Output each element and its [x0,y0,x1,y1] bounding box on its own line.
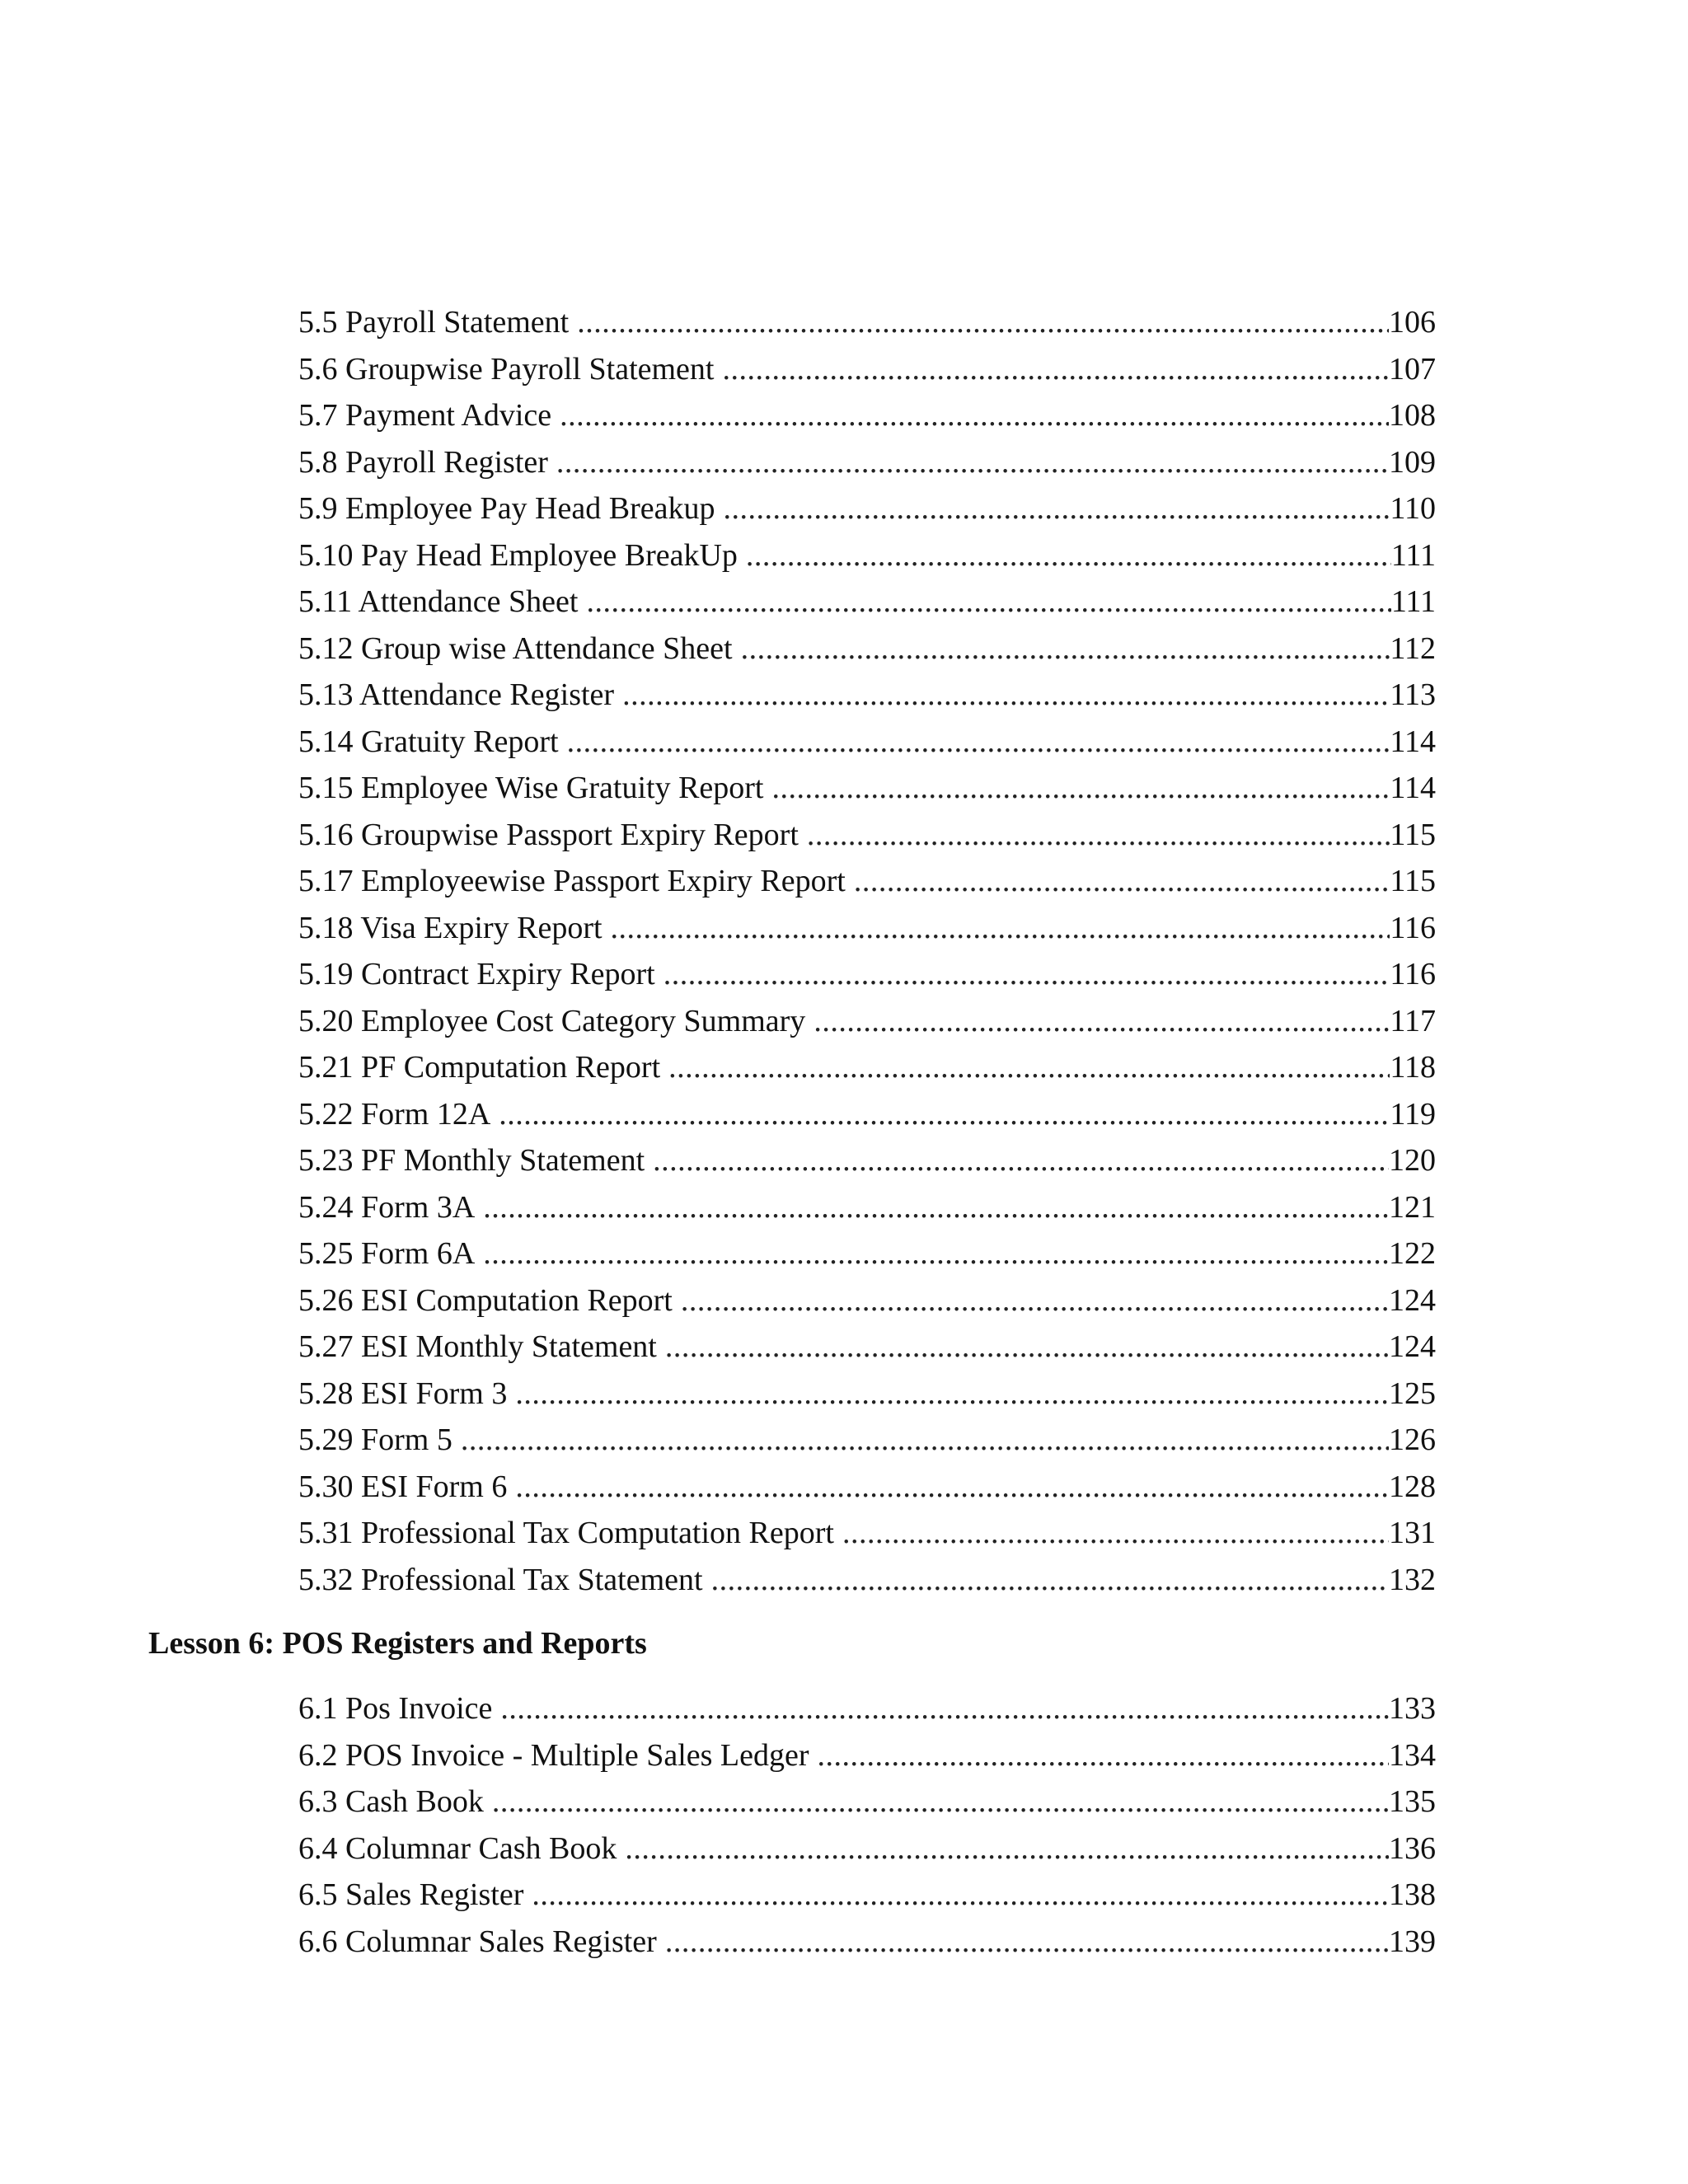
toc-entry-label: 5.12 Group wise Attendance Sheet [298,630,733,666]
toc-entry-label: 5.22 Form 12A [298,1096,491,1132]
toc-entry-label: 6.3 Cash Book [298,1784,484,1820]
dot-leader [500,1685,1389,1732]
dot-leader [681,1277,1389,1324]
toc-entry-label: 5.16 Groupwise Passport Expiry Report [298,817,799,852]
toc-entry[interactable] [298,905,1436,952]
toc-entry[interactable] [298,1872,1436,1919]
toc-entry[interactable] [298,1417,1436,1464]
dot-leader [814,998,1390,1044]
toc-entry[interactable] [298,1557,1436,1604]
toc-entry[interactable] [298,1371,1436,1418]
toc-entry-page-number: 114 [1390,771,1436,806]
toc-entry[interactable] [298,1230,1436,1277]
toc-entry[interactable] [298,672,1436,719]
toc-entry-label: 5.26 ESI Computation Report [298,1282,673,1318]
toc-entry-label: 5.5 Payroll Statement [298,305,570,340]
toc-entry-label: 5.8 Payroll Register [298,444,548,480]
toc-entry-label: 5.18 Visa Expiry Report [298,910,603,945]
toc-entry[interactable] [298,392,1436,439]
toc-entry-page-number: 126 [1389,1422,1436,1458]
toc-entry-page-number: 116 [1390,910,1436,945]
dot-leader [577,299,1389,345]
toc-entry-page-number: 121 [1389,1189,1436,1225]
toc-entry[interactable] [298,1510,1436,1557]
toc-entry-label: 6.6 Columnar Sales Register [298,1924,657,1959]
toc-entry[interactable] [298,346,1436,393]
toc-entry-page-number: 124 [1389,1329,1436,1365]
dot-leader [625,1825,1389,1872]
toc-entry-label: 5.20 Employee Cost Category Summary [298,1003,806,1038]
toc-entry-page-number: 125 [1389,1376,1436,1411]
toc-entry-label: 5.30 ESI Form 6 [298,1469,508,1504]
dot-leader [741,626,1390,672]
toc-entry[interactable] [298,439,1436,486]
dot-leader [711,1557,1389,1603]
toc-entry-page-number: 134 [1389,1737,1436,1773]
toc-entry[interactable] [298,1184,1436,1231]
toc-entry-page-number: 115 [1390,864,1436,899]
toc-entry-label: 5.15 Employee Wise Gratuity Report [298,771,764,806]
toc-entry-label: 5.13 Attendance Register [298,677,615,713]
dot-leader [556,439,1389,485]
toc-entry-label: 5.7 Payment Advice [298,398,552,434]
toc-entry-page-number: 112 [1390,630,1436,666]
dot-leader [842,1510,1389,1556]
dot-leader [722,346,1389,392]
dot-leader [492,1779,1389,1825]
toc-entry-label: 5.21 PF Computation Report [298,1050,661,1085]
toc-entry-page-number: 128 [1389,1469,1436,1504]
dot-leader [818,1732,1389,1779]
toc-entry-page-number: 108 [1389,398,1436,434]
toc-entry-page-number: 139 [1389,1924,1436,1959]
dot-leader [499,1091,1390,1137]
toc-entry-page-number: 122 [1389,1236,1436,1272]
dot-leader [515,1371,1389,1417]
toc-entry-label: 5.11 Attendance Sheet [298,584,579,620]
toc-entry[interactable] [298,1137,1436,1184]
toc-entry-label: 5.28 ESI Form 3 [298,1376,508,1411]
toc-entry-page-number: 109 [1389,444,1436,480]
toc-entry-label: 5.14 Gratuity Report [298,724,559,759]
toc-entry-page-number: 113 [1390,677,1436,713]
dot-leader [807,812,1390,858]
toc-entry-label: 6.4 Columnar Cash Book [298,1830,617,1866]
toc-entry-label: 6.2 POS Invoice - Multiple Sales Ledger [298,1737,809,1773]
toc-entry-label: 5.17 Employeewise Passport Expiry Report [298,864,846,899]
toc-entry-label: 5.24 Form 3A [298,1189,476,1225]
toc-entry-page-number: 114 [1390,724,1436,759]
toc-entry[interactable] [298,1324,1436,1371]
toc-entry-page-number: 106 [1389,305,1436,340]
dot-leader [665,1324,1389,1370]
toc-entry-page-number: 120 [1389,1143,1436,1179]
toc-entry[interactable] [298,998,1436,1045]
dot-leader [515,1464,1389,1510]
toc-entry-label: 5.29 Form 5 [298,1422,452,1458]
toc-entry[interactable] [298,485,1436,532]
dot-leader [560,392,1389,438]
toc-entry-label: 5.27 ESI Monthly Statement [298,1329,657,1365]
toc-entry[interactable] [298,299,1436,346]
dot-leader [622,672,1390,718]
toc-entry-page-number: 124 [1389,1282,1436,1318]
toc-entry[interactable] [298,1464,1436,1511]
toc-entry-page-number: 119 [1390,1096,1436,1132]
toc-entry[interactable] [298,579,1436,626]
dot-leader [668,1044,1390,1090]
toc-entry-page-number: 133 [1389,1691,1436,1727]
lesson-6-heading: Lesson 6: POS Registers and Reports [148,1626,647,1661]
toc-entry-page-number: 111 [1390,584,1436,620]
toc-entry[interactable] [298,1277,1436,1324]
dot-leader [746,532,1391,579]
dot-leader [483,1184,1389,1230]
toc-entry-page-number: 131 [1389,1516,1436,1551]
toc-entry[interactable] [298,765,1436,812]
toc-entry-label: 6.5 Sales Register [298,1877,524,1913]
toc-entry-page-number: 107 [1389,351,1436,387]
toc-entry-label: 5.31 Professional Tax Computation Report [298,1516,834,1551]
toc-entry-label: 5.23 PF Monthly Statement [298,1143,645,1179]
toc-entry-label: 5.10 Pay Head Employee BreakUp [298,537,738,573]
toc-entry[interactable] [298,532,1436,579]
toc-lesson-6-list [298,1685,1436,1965]
toc-entry-label: 5.6 Groupwise Payroll Statement [298,351,715,387]
toc-entry[interactable] [298,1685,1436,1732]
toc-entry-label: 6.1 Pos Invoice [298,1691,493,1727]
toc-entry-label: 5.32 Professional Tax Statement [298,1562,703,1597]
toc-entry-page-number: 111 [1390,537,1436,573]
dot-leader [461,1417,1389,1463]
toc-entry-label: 5.19 Contract Expiry Report [298,957,655,992]
toc-entry[interactable] [298,1732,1436,1779]
dot-leader [854,858,1390,904]
toc-entry[interactable] [298,1825,1436,1872]
toc-entry[interactable] [298,812,1436,859]
toc-entry[interactable] [298,626,1436,673]
toc-entry-label: 5.9 Employee Pay Head Breakup [298,491,715,527]
toc-entry[interactable] [298,1044,1436,1091]
toc-entry-page-number: 136 [1389,1830,1436,1866]
toc-entry-label: 5.25 Form 6A [298,1236,476,1272]
toc-entry[interactable] [298,1091,1436,1138]
toc-entry[interactable] [298,1779,1436,1825]
dot-leader [663,951,1390,997]
dot-leader [723,485,1390,532]
toc-entry-page-number: 118 [1390,1050,1436,1085]
dot-leader [653,1137,1389,1183]
toc-entry-page-number: 138 [1389,1877,1436,1913]
dot-leader [483,1230,1389,1277]
toc-entry-page-number: 115 [1390,817,1436,852]
dot-leader [772,765,1390,811]
toc-entry-page-number: 110 [1390,491,1436,527]
dot-leader [665,1919,1389,1965]
toc-entry-page-number: 116 [1390,957,1436,992]
dot-leader [586,579,1390,625]
toc-entry[interactable] [298,1919,1436,1966]
toc-entry-page-number: 135 [1389,1784,1436,1820]
toc-entry-page-number: 117 [1390,1003,1436,1038]
dot-leader [567,719,1390,765]
dot-leader [611,905,1390,951]
toc-entry[interactable] [298,719,1436,766]
toc-section-5-list [298,299,1436,1603]
toc-entry-page-number: 132 [1389,1562,1436,1597]
dot-leader [532,1872,1389,1918]
toc-entry[interactable] [298,858,1436,905]
toc-entry[interactable] [298,951,1436,998]
